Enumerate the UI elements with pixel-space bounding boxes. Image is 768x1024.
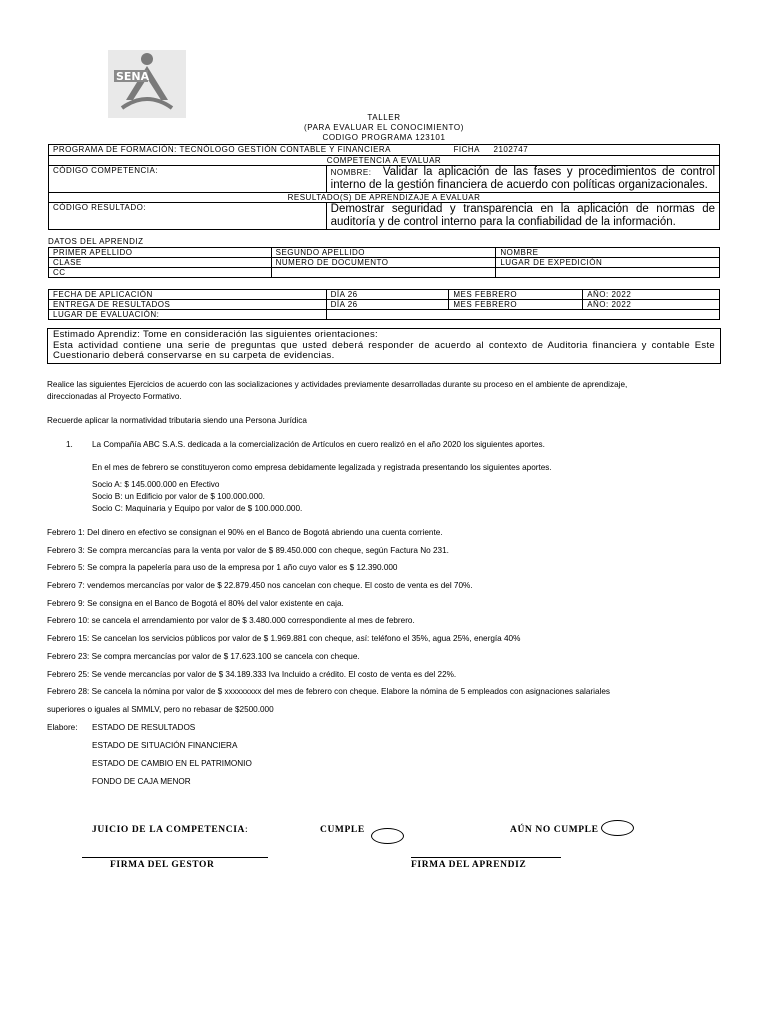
doc-subtitle: (PARA EVALUAR EL CONOCIMIENTO) bbox=[304, 123, 464, 132]
program-row bbox=[49, 145, 720, 156]
nombre-label: NOMBRE: bbox=[330, 168, 372, 177]
transaction-text: se cancela el arrendamiento por valor de $ 3.480.000 correspondiente al mes de febrero. bbox=[91, 616, 415, 625]
exercise-number: 1. bbox=[66, 440, 73, 449]
cumple-checkbox[interactable] bbox=[371, 828, 404, 844]
transaction-text: Se compra mercancías para la venta por valor de $ 89.450.000 con cheque, según Factura No 231. bbox=[87, 546, 449, 555]
clase-label: CLASE bbox=[49, 258, 272, 268]
transaction-day: Febrero 28: bbox=[47, 687, 90, 696]
aprendiz-table bbox=[48, 247, 720, 278]
orientaciones-body: Esta actividad contiene una serie de preguntas que usted deberá responder de acuerdo al contexto de Auditoria financiera y contable Este Cuestionario deberá conservarse en su carpeta de evidencias. bbox=[53, 339, 715, 361]
dia-aplicacion: DÍA 26 bbox=[326, 290, 449, 300]
transaction-day: Febrero 5: bbox=[47, 563, 85, 572]
transaction-item bbox=[47, 633, 520, 644]
transaction-text: Se consigna en el Banco de Bogotá el 80% del valor existente en caja. bbox=[87, 599, 344, 608]
transaction-item bbox=[47, 686, 610, 697]
elabore-item: FONDO DE CAJA MENOR bbox=[92, 777, 191, 786]
transaction-item bbox=[47, 615, 415, 626]
juicio-label bbox=[92, 825, 248, 835]
resultados-header: RESULTADO(S) DE APRENDIZAJE A EVALUAR bbox=[49, 193, 720, 203]
elabore-item: ESTADO DE SITUACIÓN FINANCIERA bbox=[92, 741, 238, 750]
firma-gestor-line bbox=[82, 857, 268, 858]
socio-a: Socio A: $ 145.000.000 en Efectivo bbox=[92, 480, 220, 489]
transaction-text: vendemos mercancías por valor de $ 22.879.450 nos cancelan con cheque. El costo de venta es del 70%. bbox=[87, 581, 473, 590]
codigo-resultado-label: CÓDIGO RESULTADO: bbox=[49, 203, 327, 230]
aprendiz-title: DATOS DEL APRENDIZ bbox=[48, 237, 144, 246]
transaction-day: Febrero 1: bbox=[47, 528, 85, 537]
transaction-item bbox=[47, 651, 360, 662]
fecha-aplicacion-label: FECHA DE APLICACIÓN bbox=[49, 290, 327, 300]
instructions-line-3: Recuerde aplicar la normatividad tributaria siendo una Persona Jurídica bbox=[47, 416, 307, 425]
socio-c: Socio C: Maquinaria y Equipo por valor de $ 100.000.000. bbox=[92, 504, 303, 513]
doc-title: TALLER bbox=[367, 113, 401, 122]
lugar-evaluacion-value bbox=[326, 310, 719, 320]
entrega-resultados-label: ENTREGA DE RESULTADOS bbox=[49, 300, 327, 310]
documento-empty bbox=[271, 268, 496, 278]
transaction-item bbox=[47, 562, 397, 573]
transaction-day: Febrero 10: bbox=[47, 616, 90, 625]
ano-entrega: AÑO: 2022 bbox=[583, 300, 720, 310]
transaction-text: Se cancela la nómina por valor de $ xxxxxxxxx del mes de febrero con cheque. Elabore la nómina de 5 empleados con asignaciones salariales bbox=[91, 687, 610, 696]
exercise-intro: La Compañía ABC S.A.S. dedicada a la comercialización de Artículos en cuero realizó en el año 2020 los siguientes aportes. bbox=[92, 440, 545, 449]
transaction-day: Febrero 3: bbox=[47, 546, 85, 555]
cc-label: CC bbox=[49, 268, 272, 278]
nombre-value: Validar la aplicación de las fases y procedimientos de control interno de la gestión financiera de acuerdo con políticas organizacionales. bbox=[330, 166, 715, 191]
juicio-colon: : bbox=[244, 825, 249, 835]
dates-table bbox=[48, 289, 720, 320]
socio-b: Socio B: un Edificio por valor de $ 100.000.000. bbox=[92, 492, 265, 501]
mes-entrega: MES FEBRERO bbox=[449, 300, 583, 310]
sena-logo bbox=[108, 50, 186, 118]
transaction-day: Febrero 15: bbox=[47, 634, 90, 643]
elabore-label: Elabore: bbox=[47, 723, 78, 732]
sena-logo-graphic bbox=[108, 50, 186, 118]
elabore-item: ESTADO DE RESULTADOS bbox=[92, 723, 196, 732]
orientaciones-title: Estimado Aprendiz: Tome en consideración las siguientes orientaciones: bbox=[53, 329, 378, 340]
instructions-line-1: Realice las siguientes Ejercicios de acuerdo con las socializaciones y actividades previamente desarrolladas durante su proceso en el ambiente de aprendizaje, bbox=[47, 380, 628, 389]
juicio-label-text: JUICIO DE LA COMPETENCIA bbox=[92, 825, 245, 835]
transaction-day: Febrero 25: bbox=[47, 670, 90, 679]
expedicion-empty bbox=[496, 268, 720, 278]
transaction-day: Febrero 23: bbox=[47, 652, 90, 661]
transaction-continuation: superiores o iguales al SMMLV, pero no rebasar de $2500.000 bbox=[47, 705, 274, 714]
transaction-item bbox=[47, 527, 443, 538]
aun-no-cumple-label: AÚN NO CUMPLE bbox=[510, 825, 599, 835]
program-table bbox=[48, 144, 720, 230]
firma-gestor-label: FIRMA DEL GESTOR bbox=[110, 860, 215, 870]
elabore-item: ESTADO DE CAMBIO EN EL PATRIMONIO bbox=[92, 759, 252, 768]
exercise-constitution: En el mes de febrero se constituyeron como empresa debidamente legalizada y registrada presentando los siguientes aportes. bbox=[92, 463, 552, 472]
svg-text:SENA: SENA bbox=[116, 70, 150, 83]
firma-aprendiz-line bbox=[411, 857, 561, 858]
program-label: PROGRAMA DE FORMACIÓN: TECNÓLOGO GESTIÓN CONTABLE Y FINANCIERA bbox=[53, 145, 392, 154]
transaction-item bbox=[47, 580, 473, 591]
nombre-label: NOMBRE bbox=[496, 248, 720, 258]
instructions-line-2: direccionadas al Proyecto Formativo. bbox=[47, 392, 182, 401]
transaction-item bbox=[47, 545, 449, 556]
numero-documento-label: NUMERO DE DOCUMENTO bbox=[271, 258, 496, 268]
transaction-text: Se cancelan los servicios públicos por valor de $ 1.969.881 con cheque, así: teléfono el 35%, agua 25%, energía 40% bbox=[91, 634, 521, 643]
transaction-text: Del dinero en efectivo se consignan el 90% en el Banco de Bogotá abriendo una cuenta corriente. bbox=[87, 528, 443, 537]
program-code: CODIGO PROGRAMA 123101 bbox=[322, 133, 446, 142]
mes-aplicacion: MES FEBRERO bbox=[449, 290, 583, 300]
transaction-item bbox=[47, 598, 344, 609]
ficha-value: 2102747 bbox=[493, 145, 529, 154]
ficha-label: FICHA bbox=[453, 145, 480, 154]
lugar-expedicion-label: LUGAR DE EXPEDICIÓN bbox=[496, 258, 720, 268]
lugar-evaluacion-label: LUGAR DE EVALUACIÓN: bbox=[49, 310, 327, 320]
aun-no-cumple-checkbox[interactable] bbox=[601, 820, 634, 836]
firma-aprendiz-label: FIRMA DEL APRENDIZ bbox=[411, 860, 527, 870]
ano-aplicacion: AÑO: 2022 bbox=[583, 290, 720, 300]
orientaciones-box bbox=[47, 328, 721, 364]
dia-entrega: DÍA 26 bbox=[326, 300, 449, 310]
transaction-text: Se compra mercancías por valor de $ 17.623.100 se cancela con cheque. bbox=[91, 652, 360, 661]
competencia-header: COMPETENCIA A EVALUAR bbox=[49, 156, 720, 166]
competencia-nombre bbox=[326, 166, 719, 193]
transaction-text: Se vende mercancías por valor de $ 34.189.333 Iva Incluido a crédito. El costo de venta es del 22%. bbox=[91, 670, 457, 679]
transaction-item bbox=[47, 669, 456, 680]
transaction-text: Se compra la papelería para uso de la empresa por 1 año cuyo valor es $ 12.390.000 bbox=[87, 563, 398, 572]
transaction-day: Febrero 7: bbox=[47, 581, 85, 590]
segundo-apellido-label: SEGUNDO APELLIDO bbox=[271, 248, 496, 258]
transaction-day: Febrero 9: bbox=[47, 599, 85, 608]
codigo-competencia-label: CÓDIGO COMPETENCIA: bbox=[49, 166, 327, 193]
resultado-value: Demostrar seguridad y transparencia en la aplicación de normas de auditoría y de control interno para la confiabilidad de la información. bbox=[326, 203, 719, 230]
primer-apellido-label: PRIMER APELLIDO bbox=[49, 248, 272, 258]
cumple-label: CUMPLE bbox=[320, 825, 365, 835]
